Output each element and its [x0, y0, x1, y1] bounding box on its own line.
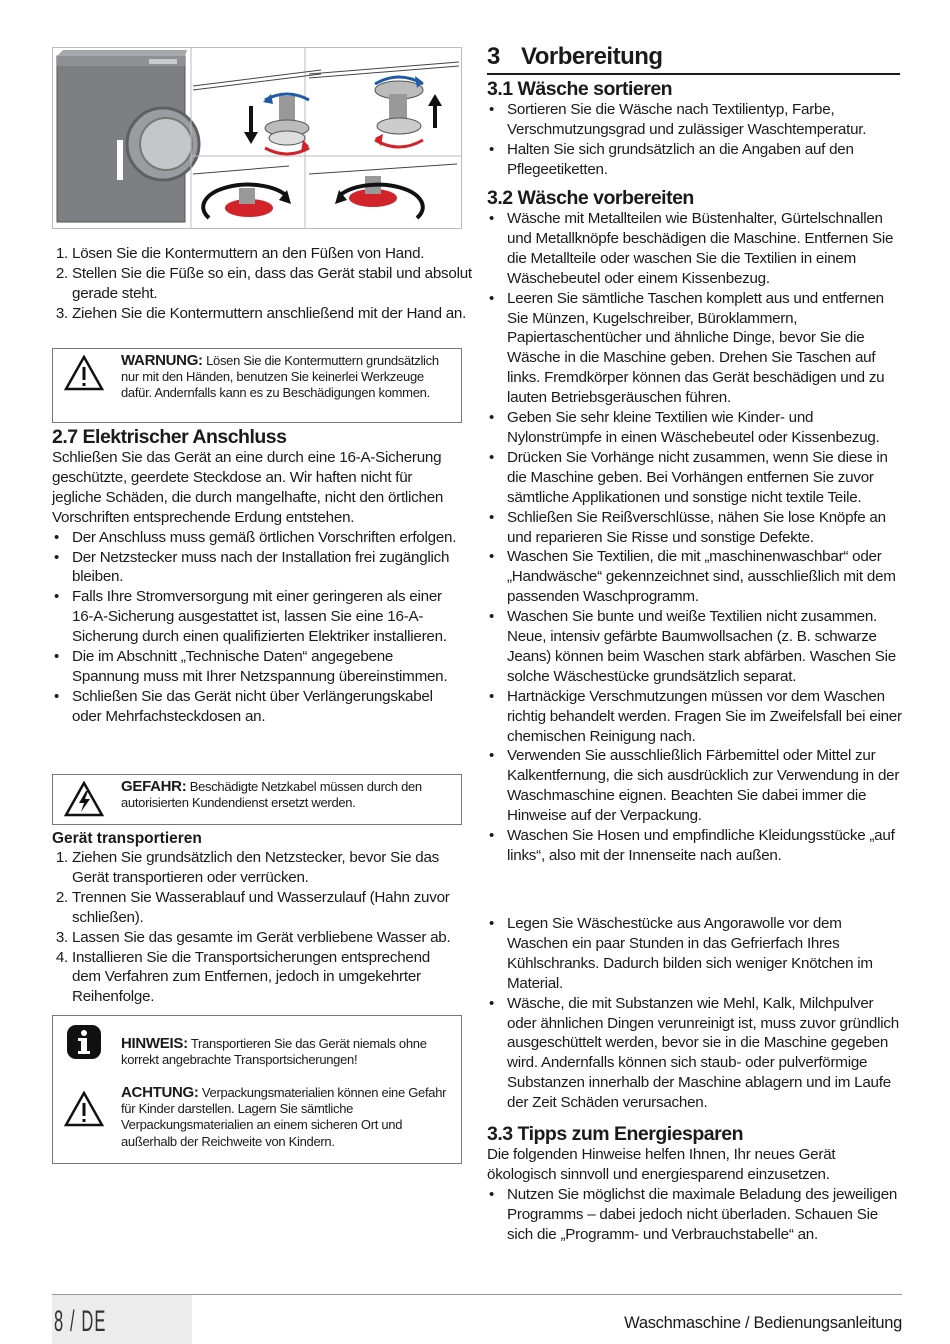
- section-title: 2.7 Elektrischer Anschluss: [52, 426, 287, 448]
- warning-icon: [53, 1081, 115, 1127]
- list-item: • Verwenden Sie ausschließlich Färbemittel oder Mittel zur Kalkentfernung, die sich ausdrücklich zur Verwendung in der Waschmaschine eignen. Beachten Sie dabei immer die Hinweise auf der Verpackung.: [487, 746, 902, 826]
- danger-label: GEFAHR:: [121, 778, 187, 795]
- list-item: • Waschen Sie Hosen und empfindliche Kleidungsstücke „auf links“, also mit der Innenseite nach außen.: [487, 826, 902, 866]
- hint-text: Transportieren Sie das Gerät niemals ohne korrekt angebrachte Transportsicherungen!: [121, 1036, 427, 1068]
- caution-label: ACHTUNG:: [121, 1084, 199, 1101]
- section-intro: Schließen Sie das Gerät an eine durch eine 16-A-Sicherung geschützte, geerdete Steckdose an. Wir haften nicht für jegliche Schäden, die durch mangelhafte, nicht den örtlichen Vorschriften entsprechende Erdung entstehen.: [52, 449, 444, 526]
- list-item: • Die im Abschnitt „Technische Daten“ angegebene Spannung muss mit Ihrer Netzspannung übereinstimmen.: [52, 647, 462, 687]
- caution-text: Verpackungsmaterialien können eine Gefahr für Kinder darstellen. Lagern Sie sämtliche Verpackungsmaterialien an einem sicheren Ort und außerhalb der Reichweite von Kindern.: [121, 1085, 447, 1149]
- footer-title: Waschmaschine / Bedienungsanleitung: [624, 1314, 902, 1332]
- prepare-bullets-continued: [487, 914, 902, 1113]
- section-2-7: [52, 426, 462, 727]
- hint-label: HINWEIS:: [121, 1035, 188, 1052]
- list-item: 4. Installieren Sie die Transportsicherungen entsprechend dem Verfahren zum Entfernen, jedoch in umgekehrter Reihenfolge.: [72, 948, 462, 1008]
- info-icon: [53, 1016, 115, 1060]
- list-item: 1. Ziehen Sie grundsätzlich den Netzstecker, bevor Sie das Gerät transportieren oder verrücken.: [72, 848, 462, 888]
- page-number: 8 / DE: [54, 1305, 107, 1338]
- list-item: 3. Lassen Sie das gesamte im Gerät verbliebene Wasser ab.: [72, 928, 462, 948]
- list-item: • Legen Sie Wäschestücke aus Angorawolle vor dem Waschen ein paar Stunden in das Gefrierfach Ihres Kühlschranks. Dadurch bilden sich weniger Knötchen im Material.: [487, 914, 902, 994]
- section-3-1: [487, 78, 902, 180]
- list-item: • Schließen Sie das Gerät nicht über Verlängerungskabel oder Mehrfachsteckdosen an.: [52, 687, 462, 727]
- warning-text: Lösen Sie die Kontermuttern grundsätzlich nur mit den Händen, benutzen Sie keinerlei Werkzeuge dafür. Andernfalls kann es zu Beschädigungen kommen.: [121, 353, 439, 401]
- list-item: • Schließen Sie Reißverschlüsse, nähen Sie lose Knöpfe an und reparieren Sie Risse und sonstige Defekte.: [487, 508, 902, 548]
- list-item: • Halten Sie sich grundsätzlich an die Angaben auf den Pflegeetiketten.: [487, 140, 902, 180]
- danger-text: Beschädigte Netzkabel müssen durch den autorisierten Kundendienst ersetzt werden.: [121, 779, 422, 811]
- list-item: • Nutzen Sie möglichst die maximale Beladung des jeweiligen Programms – dabei jedoch nicht überladen. Schauen Sie sich die „Programm- und Verbrauchstabelle“ an.: [487, 1185, 902, 1245]
- section-intro: Die folgenden Hinweise helfen Ihnen, Ihr neues Gerät ökologisch sinnvoll und energiesparend einzusetzen.: [487, 1146, 836, 1183]
- foot-adjustment-illustration: [53, 48, 462, 229]
- high-voltage-icon: [53, 775, 115, 817]
- section-title: 3.2 Wäsche vorbereiten: [487, 187, 694, 209]
- list-item: • Hartnäckige Verschmutzungen müssen vor dem Waschen richtig behandelt werden. Fragen Sie im Zweifelsfall bei einer chemischen Reinigung nach.: [487, 687, 902, 747]
- list-item: • Der Anschluss muss gemäß örtlichen Vorschriften erfolgen.: [52, 528, 462, 548]
- hint-caution-box: [52, 1015, 462, 1164]
- list-item: • Waschen Sie Textilien, die mit „maschinenwaschbar“ oder „Handwäsche“ gekennzeichnet sind, ausschließlich mit dem passenden Waschprogramm.: [487, 547, 902, 607]
- list-item: • Waschen Sie bunte und weiße Textilien nicht zusammen. Neue, intensiv gefärbte Baumwollsachen (z. B. schwarze Jeans) können beim Waschen stark abfärben. Waschen Sie solche Wäschestücke grundsätzlich separat.: [487, 607, 902, 687]
- section-title: 3.1 Wäsche sortieren: [487, 78, 673, 100]
- transport-title: Gerät transportieren: [52, 830, 202, 847]
- section-3-2: [487, 187, 902, 866]
- list-item: • Der Netzstecker muss nach der Installation frei zugänglich bleiben.: [52, 548, 462, 588]
- chapter-number: 3: [487, 43, 500, 70]
- sort-bullets: [487, 100, 902, 180]
- warning-icon: [53, 349, 115, 391]
- list-item: • Wäsche mit Metallteilen wie Büstenhalter, Gürtelschnallen und Metallknöpfe beschädigen die Maschine. Entfernen Sie die Metallteile oder waschen Sie die Textilien in einem Wäschebeutel oder einem Kissenbezug.: [487, 209, 902, 289]
- transport-section: [52, 829, 462, 1007]
- foot-adjustment-figure: [52, 47, 462, 229]
- chapter-title: Vorbereitung: [521, 43, 663, 70]
- warning-box: [52, 348, 462, 423]
- list-item: 1. Lösen Sie die Kontermuttern an den Füßen von Hand.: [72, 244, 482, 264]
- energy-bullets: [487, 1185, 902, 1245]
- list-item: 3. Ziehen Sie die Kontermuttern anschließend mit der Hand an.: [72, 304, 482, 324]
- section-title: 3.3 Tipps zum Energiesparen: [487, 1123, 743, 1145]
- list-item: • Geben Sie sehr kleine Textilien wie Kinder- und Nylonstrümpfe in einen Wäschebeutel oder Kissenbezug.: [487, 408, 902, 448]
- list-item: • Drücken Sie Vorhänge nicht zusammen, wenn Sie diese in die Maschine geben. Bei Vorhängen entfernen Sie zuvor sämtliche Applikationen und sonstige nicht textile Teile.: [487, 448, 902, 508]
- list-item: 2. Trennen Sie Wasserablauf und Wasserzulauf (Hahn zuvor schließen).: [72, 888, 462, 928]
- section-3-3: [487, 1123, 902, 1245]
- warning-label: WARNUNG:: [121, 352, 203, 369]
- page-footer: [52, 1294, 902, 1338]
- prepare-bullets: [487, 209, 902, 866]
- transport-steps: [52, 848, 462, 1007]
- page-number-box: [52, 1295, 192, 1344]
- list-item: • Sortieren Sie die Wäsche nach Textilientyp, Farbe, Verschmutzungsgrad und zulässiger Waschtemperatur.: [487, 100, 902, 140]
- list-item: • Leeren Sie sämtliche Taschen komplett aus und entfernen Sie Münzen, Kugelschreiber, Büroklammern, Papiertaschentücher und ähnliche Dinge, bevor Sie die Wäsche in die Maschine geben. Drehen Sie Taschen auf links. Fremdkörper können das Gerät beschädigen und zu lauten Betriebsgeräuschen führen.: [487, 289, 902, 408]
- list-item: 2. Stellen Sie die Füße so ein, dass das Gerät stabil und absolut gerade steht.: [72, 264, 482, 304]
- foot-steps-list: [52, 244, 482, 324]
- electrical-bullets: [52, 528, 462, 727]
- chapter-heading: [487, 43, 900, 75]
- list-item: • Falls Ihre Stromversorgung mit einer geringeren als einer 16-A-Sicherung ausgestattet ist, lassen Sie eine 16-A-Sicherung durch einen qualifizierten Elektriker installieren.: [52, 587, 462, 647]
- list-item: • Wäsche, die mit Substanzen wie Mehl, Kalk, Milchpulver oder ähnlichen Dingen verunreinigt ist, muss zuvor gründlich ausgeschüttelt werden, bevor sie in die Maschine gegeben wird. Andernfalls können sich staub- oder pulverförmige Substanzen innerhalb der Maschine ablagern und im Laufe der Zeit Schäden verursachen.: [487, 994, 902, 1113]
- danger-box: [52, 774, 462, 825]
